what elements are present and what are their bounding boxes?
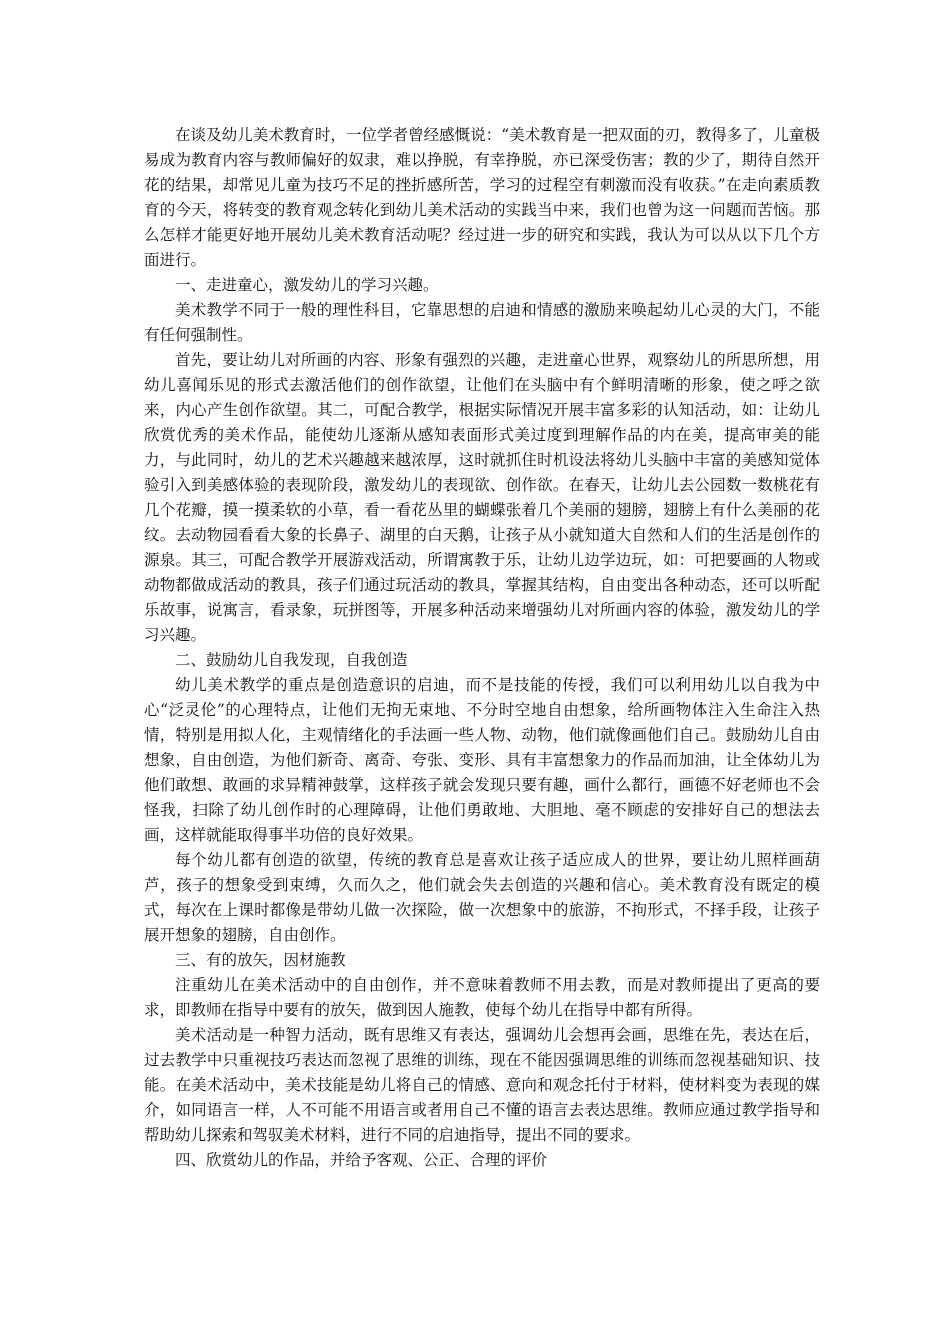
section-heading-3: 三、有的放矢，因材施教 [175, 951, 346, 969]
document-page [144, 123, 820, 1173]
body-paragraph: 幼儿美术教学的重点是创造意识的启迪，而不是技能的传授，我们可以利用幼儿以自我为中心“泛灵伦”的心理特点，让他们无拘无束地、不分时空地自由想象，给所画物体注入生命注入热情，特别是用拟人化，主观情绪化的手法画一些人物、动物，他们就像画他们自己。鼓励幼儿自由想象，自由创造，为他们新奇、离奇、夸张、变形、具有丰富想象力的作品而加油，让全体幼儿为他们敢想、敢画的求异精神鼓掌，这样孩子就会发现只要有趣，画什么都行，画德不好老师也不会怪我，扫除了幼儿创作时的心理障碍，让他们勇敢地、大胆地、毫不顾虑的安排好自己的想法去画，这样就能取得事半功倍的良好效果。 [144, 676, 820, 844]
body-paragraph: 注重幼儿在美术活动中的自由创作，并不意味着教师不用去教，而是对教师提出了更高的要求，即教师在指导中要有的放矢，做到因人施教，使每个幼儿在指导中都有所得。 [144, 976, 820, 1019]
body-paragraph: 美术教学不同于一般的理性科目，它靠思想的启迪和情感的激励来唤起幼儿心灵的大门，不能有任何强制性。 [144, 301, 820, 344]
section-heading-1: 一、走进童心，激发幼儿的学习兴趣。 [175, 276, 439, 294]
intro-paragraph: 在谈及幼儿美术教育时，一位学者曾经感慨说：“美术教育是一把双面的刃，教得多了，儿童极易成为教育内容与教师偏好的奴隶，难以挣脱，有幸挣脱，亦已深受伤害；教的少了，期待自然开花的结果，却常见儿童为技巧不足的挫折感所苦，学习的过程空有刺激而没有收获。”在走向素质教育的今天，将转变的教育观念转化到幼儿美术活动的实践当中来，我们也曾为这一问题而苦恼。那么怎样才能更好地开展幼儿美术教育活动呢？经过进一步的研究和实践，我认为可以从以下几个方面进行。 [144, 126, 820, 269]
body-paragraph: 首先，要让幼儿对所画的内容、形象有强烈的兴趣，走进童心世界，观察幼儿的所思所想，用幼儿喜闻乐见的形式去激活他们的创作欲望，让他们在头脑中有个鲜明清晰的形象，使之呼之欲来，内心产生创作欲望。其二，可配合教学，根据实际情况开展丰富多彩的认知活动，如：让幼儿欣赏优秀的美术作品，能使幼儿逐渐从感知表面形式美过度到理解作品的内在美，提高审美的能力，与此同时，幼儿的艺术兴趣越来越浓厚，这时就抓住时机设法将幼儿头脑中丰富的美感知觉体验引入到美感体验的表现阶段，激发幼儿的表现欲、创作欲。在春天，让幼儿去公园数一数桃花有几个花瓣，摸一摸柔软的小草，看一看花丛里的蝴蝶张着几个美丽的翅膀，翅膀上有什么美丽的花纹。去动物园看看大象的长鼻子、湖里的白天鹅，让孩子从小就知道大自然和人们的生活是创作的源泉。其三，可配合教学开展游戏活动，所谓寓教于乐，让幼儿边学边玩，如：可把要画的人物或动物都做成活动的教具，孩子们通过玩活动的教具，掌握其结构，自由变出各种动态，还可以听配乐故事，说寓言，看录象，玩拼图等，开展多种活动来增强幼儿对所画内容的体验，激发幼儿的学习兴趣。 [144, 351, 820, 644]
section-heading-4: 四、欣赏幼儿的作品，并给予客观、公正、合理的评价 [175, 1151, 548, 1169]
section-heading-2: 二、鼓励幼儿自我发现，自我创造 [175, 651, 408, 669]
body-paragraph: 美术活动是一种智力活动，既有思维又有表达，强调幼儿会想再会画，思维在先，表达在后，过去教学中只重视技巧表达而忽视了思维的训练，现在不能因强调思维的训练而忽视基础知识、技能。在美术活动中，美术技能是幼儿将自己的情感、意向和观念托付于材料，使材料变为表现的媒介，如同语言一样，人不可能不用语言或者用自己不懂的语言去表达思维。教师应通过教学指导和帮助幼儿探索和驾驭美术材料，进行不同的启迪指导，提出不同的要求。 [144, 1026, 820, 1144]
body-paragraph: 每个幼儿都有创造的欲望，传统的教育总是喜欢让孩子适应成人的世界，要让幼儿照样画葫芦，孩子的想象受到束缚，久而久之，他们就会失去创造的兴趣和信心。美术教育没有既定的模式，每次在上课时都像是带幼儿做一次探险，做一次想象中的旅游，不拘形式，不择手段，让孩子展开想象的翅膀，自由创作。 [144, 851, 820, 944]
